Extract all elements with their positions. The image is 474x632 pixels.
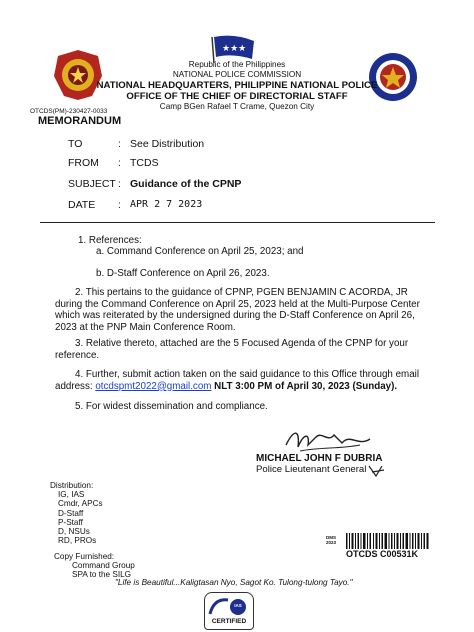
email-link[interactable]: otcdspmt2022@gmail.com	[95, 380, 212, 392]
cert-mark: IAS	[234, 603, 242, 608]
flag-icon	[210, 33, 256, 63]
para-1-ref-a: a. Command Conference on April 25, 2023; and	[96, 246, 304, 257]
header-nhq: NATIONAL HEADQUARTERS, PHILIPPINE NATIONAL POLICE	[96, 80, 378, 91]
para-2: 2. This pertains to the guidance of CPNP, PGEN BENJAMIN C ACORDA, JR during the Command Conference on April 25, 2023 held at the Multi-Purpose Center which was reiterated by the undersigned during the D-Staff Conference on April 26, 2023 at the PNP Main Conference Room.	[55, 287, 420, 333]
para-1-title: 1. References:	[78, 235, 142, 246]
signatory-title: Police Lieutenant General	[256, 464, 367, 475]
header-address: Camp BGen Rafael T Crame, Quezon City	[159, 102, 315, 111]
motto-text: "Life is Beautiful...Kaligtasan Nyo, Sagot Ko. Tulong-tulong Tayo."	[115, 578, 353, 587]
memo-divider	[40, 222, 435, 223]
para-4: 4. Further, submit action taken on the said guidance to this Office through email address: otcdspmt2022@gmail.com NLT 3:00 PM of April 30, 2023 (Sunday).	[55, 369, 419, 392]
header-republic: Republic of the Philippines	[188, 60, 286, 69]
para-5: 5. For widest dissemination and compliance.	[75, 401, 268, 412]
signatory-name: MICHAEL JOHN F DUBRIA	[256, 453, 383, 464]
svg-text:★★★: ★★★	[222, 44, 247, 54]
initial-mark-icon	[366, 462, 386, 480]
doc-code: OTCDS(PM)-230427-0033	[30, 108, 108, 115]
header-office: OFFICE OF THE CHIEF OF DIRECTORIAL STAFF	[126, 91, 348, 102]
doc-type: MEMORANDUM	[38, 115, 122, 127]
header-napolcom: NATIONAL POLICE COMMISSION	[172, 70, 302, 79]
barcode-code: OTCDS C00531K	[346, 549, 419, 559]
barcode-icon	[346, 533, 430, 549]
distribution-block: Distribution: IG, IAS Cmdr, APCs D-Staff P-Staff D, NSUs RD, PROs	[50, 481, 103, 546]
certification-badge	[204, 592, 254, 630]
para-1-ref-b: b. D-Staff Conference on April 26, 2023.	[96, 268, 270, 279]
para-3: 3. Relative thereto, attached are the 5 Focused Agenda of the CPNP for your reference.	[55, 338, 409, 361]
copy-furnished-block: Copy Furnished: Command Group SPA to the SILG	[54, 552, 135, 580]
cert-label: CERTIFIED	[211, 618, 247, 625]
barcode-top-label: DMS 2023	[326, 535, 337, 545]
signature-icon	[280, 425, 375, 455]
